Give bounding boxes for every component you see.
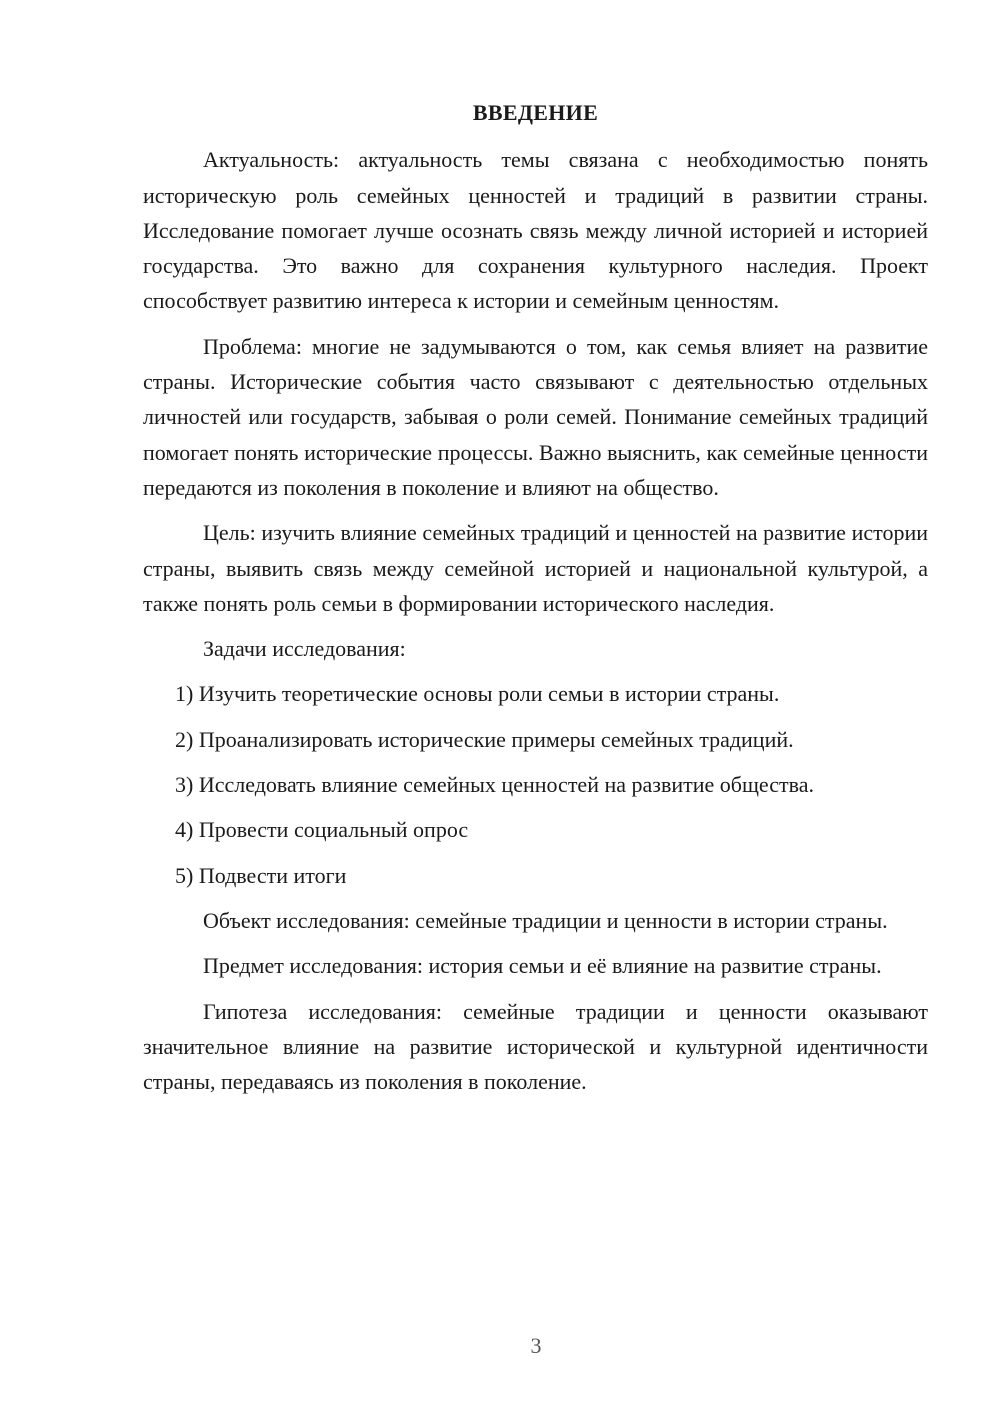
section-title: ВВЕДЕНИЕ [472,100,599,125]
tasks-list [143,676,928,892]
task-item: 4) Провести социальный опрос [175,817,469,843]
object-paragraph: Объект исследования: семейные традиции и ценности в истории страны. [203,907,888,933]
task-item: 3) Исследовать влияние семейных ценностей на развитие общества. [175,772,814,798]
goal-paragraph: Цель: изучить влияние семейных традиций и ценностей на развитие истории страны, выявить связь между семейной историей и национальной культурой, а также понять роль семьи в формировании исторического наследия. [143,520,928,616]
tasks-heading: Задачи исследования: [203,636,406,662]
problem-paragraph: Проблема: многие не задумываются о том, как семья влияет на развитие страны. Исторические события часто связывают с деятельностью отдельных личностей или государств, забывая о роли семей. Понимание семейных традиций помогает понять исторические процессы. Важно выяснить, как семейные ценности передаются из поколения в поколение и влияют на общество. [143,333,928,500]
task-item: 5) Подвести итоги [175,862,347,888]
hypothesis-paragraph: Гипотеза исследования: семейные традиции и ценности оказывают значительное влияние на развитие исторической и культурной идентичности страны, передаваясь из поколения в поколение. [143,998,928,1095]
task-item: 2) Проанализировать исторические примеры семейных традиций. [175,726,794,752]
page-number: 3 [530,1333,542,1358]
task-item: 1) Изучить теоретические основы роли семьи в истории страны. [175,681,780,707]
subject-paragraph: Предмет исследования: история семьи и её влияние на развитие страны. [203,953,882,979]
relevance-paragraph: Актуальность: актуальность темы связана с необходимостью понять историческую роль семейных ценностей и традиций в развитии страны. Исследование помогает лучше осознать связь между личной историей и историей государства. Это важно для сохранения культурного наследия. Проект способствует развитию интереса к истории и семейным ценностям. [143,147,928,314]
document-body [143,95,928,1109]
